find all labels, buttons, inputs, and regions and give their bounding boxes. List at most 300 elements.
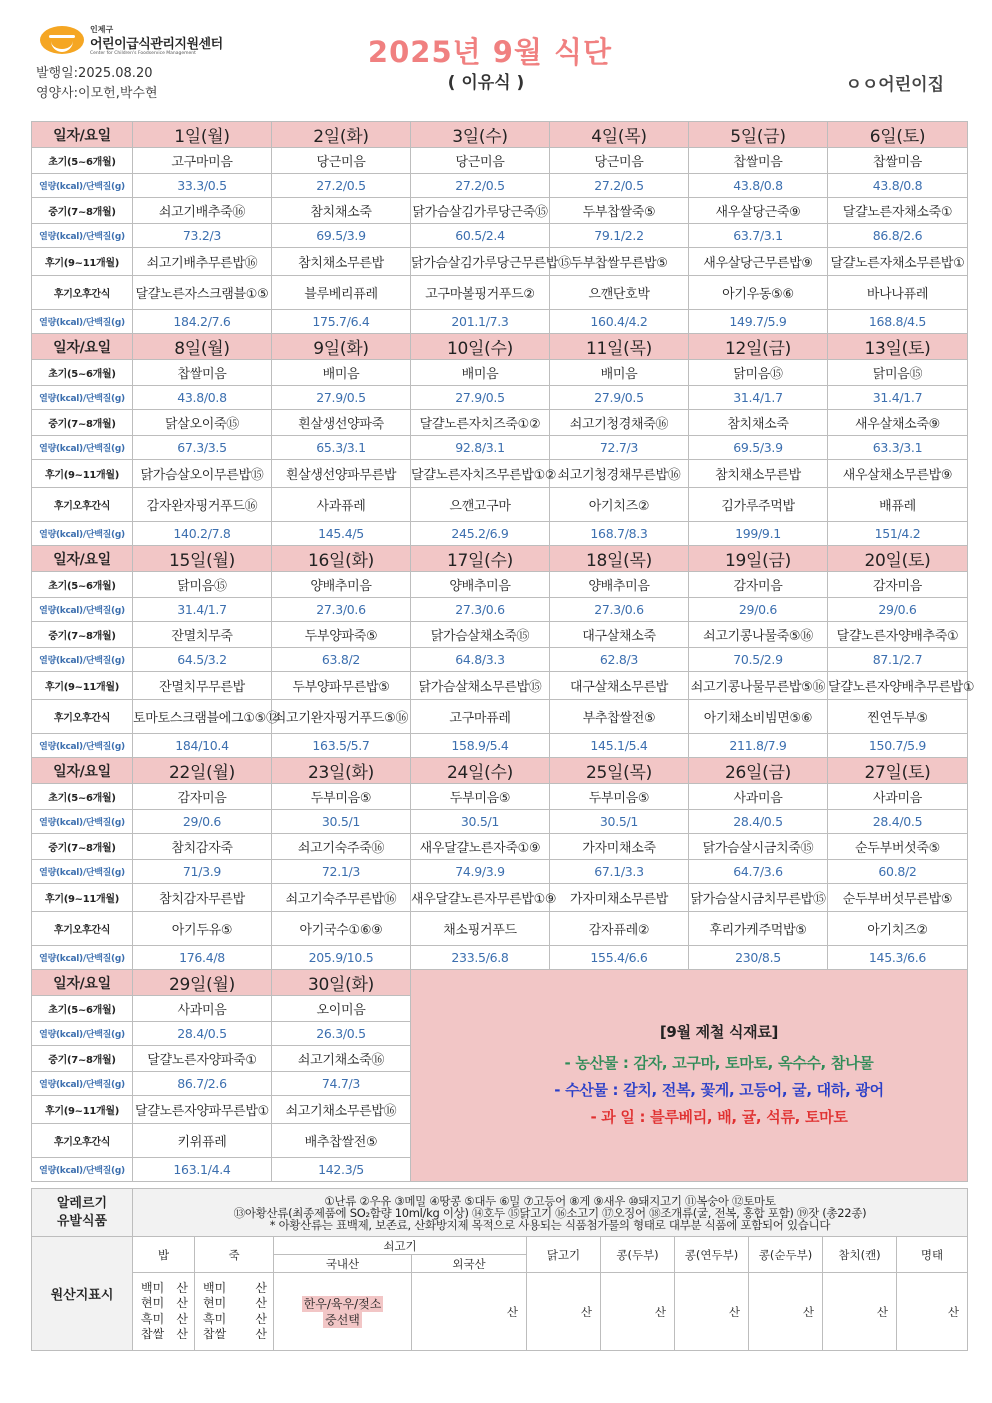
menu-cell: 60.5/2.4 xyxy=(411,224,550,248)
origin-bean-sundubu: 산 xyxy=(749,1273,823,1351)
grain-name: 흑미 xyxy=(203,1311,227,1326)
hu-row xyxy=(32,672,968,700)
menu-cell: 145.3/6.6 xyxy=(828,946,968,970)
row-label: 열량(kcal)/단백질(g) xyxy=(32,810,133,834)
menu-cell: 흰살생선양파무른밥 xyxy=(272,460,411,488)
row-label: 열량(kcal)/단백질(g) xyxy=(32,522,133,546)
date-cell: 30일(화) xyxy=(272,970,411,996)
menu-cell: 쇠고기완자핑거푸드⑤⑯ xyxy=(272,700,411,734)
menu-cell: 대구살채소무른밥 xyxy=(550,672,689,700)
menu-cell: 140.2/7.8 xyxy=(133,522,272,546)
cho-row xyxy=(32,148,968,174)
menu-cell: 27.3/0.6 xyxy=(272,598,411,622)
date-cell: 17일(수) xyxy=(411,546,550,572)
menu-cell: 달걀노른자양배추죽① xyxy=(828,622,968,648)
menu-cell: 149.7/5.9 xyxy=(689,310,828,334)
menu-cell: 당근미음 xyxy=(550,148,689,174)
hu-kcal-row xyxy=(32,734,968,758)
menu-cell: 달걀노른자스크램블①⑤ xyxy=(133,276,272,310)
menu-cell: 65.3/3.1 xyxy=(272,436,411,460)
row-label: 열량(kcal)/단백질(g) xyxy=(32,946,133,970)
origin-porridge-list xyxy=(195,1273,274,1351)
menu-cell: 160.4/4.2 xyxy=(550,310,689,334)
row-label: 후기오후간식 xyxy=(32,488,133,522)
menu-cell: 60.8/2 xyxy=(828,860,968,884)
row-label: 일자/요일 xyxy=(32,546,133,572)
date-cell: 15일(월) xyxy=(133,546,272,572)
menu-cell: 아기우동⑤⑥ xyxy=(689,276,828,310)
origin-col-bean-tofu: 콩(두부) xyxy=(601,1237,675,1273)
cho-kcal-row xyxy=(32,174,968,198)
menu-cell: 30.5/1 xyxy=(272,810,411,834)
origin-col-bean-soft: 콩(연두부) xyxy=(675,1237,749,1273)
date-row xyxy=(32,546,968,572)
menu-cell: 43.8/0.8 xyxy=(689,174,828,198)
menu-cell: 참치채소무른밥 xyxy=(272,248,411,276)
grain-item xyxy=(203,1327,273,1343)
row-label: 초기(5~6개월) xyxy=(32,572,133,598)
date-cell: 4일(목) xyxy=(550,122,689,148)
allergy-line-2: ⑬아황산류(최종제품에 SO₂함량 10ml/kg 이상) ⑭호두 ⑮닭고기 ⑯소고기 ⑰오징어 ⑱조개류(굴, 전복, 홍합 포함) ⑲잣 (총22종) xyxy=(233,1205,867,1220)
row-label: 열량(kcal)/단백질(g) xyxy=(32,1022,133,1046)
menu-cell: 33.3/0.5 xyxy=(133,174,272,198)
row-label: 일자/요일 xyxy=(32,334,133,360)
menu-cell: 배추찹쌀전⑤ xyxy=(272,1124,411,1158)
menu-cell: 67.1/3.3 xyxy=(550,860,689,884)
hu-row xyxy=(32,460,968,488)
row-label: 열량(kcal)/단백질(g) xyxy=(32,386,133,410)
menu-cell: 168.8/4.5 xyxy=(828,310,968,334)
menu-cell: 아기두유⑤ xyxy=(133,912,272,946)
menu-cell: 달걀노른자양배추무른밥① xyxy=(828,672,968,700)
date-cell: 20일(토) xyxy=(828,546,968,572)
menu-cell: 184/10.4 xyxy=(133,734,272,758)
menu-cell: 가자미채소죽 xyxy=(550,834,689,860)
menu-cell: 오이미음 xyxy=(272,996,411,1022)
menu-cell: 155.4/6.6 xyxy=(550,946,689,970)
menu-cell: 감자미음 xyxy=(828,572,968,598)
menu-cell: 64.7/3.6 xyxy=(689,860,828,884)
menu-cell: 69.5/3.9 xyxy=(272,224,411,248)
menu-cell: 184.2/7.6 xyxy=(133,310,272,334)
row-label: 후기오후간식 xyxy=(32,1124,133,1158)
menu-cell: 아기치즈② xyxy=(828,912,968,946)
jung-row xyxy=(32,834,968,860)
menu-cell: 26.3/0.5 xyxy=(272,1022,411,1046)
row-label: 열량(kcal)/단백질(g) xyxy=(32,860,133,884)
jung-kcal-row xyxy=(32,860,968,884)
origin-col-tuna: 참치(캔) xyxy=(823,1237,897,1273)
origin-table xyxy=(31,1236,968,1351)
menu-cell: 잔멸치무무른밥 xyxy=(133,672,272,700)
menu-cell: 가자미채소무른밥 xyxy=(550,884,689,912)
menu-cell: 27.2/0.5 xyxy=(550,174,689,198)
menu-cell: 사과미음 xyxy=(689,784,828,810)
menu-cell: 64.8/3.3 xyxy=(411,648,550,672)
menu-cell: 사과퓨레 xyxy=(272,488,411,522)
menu-cell: 참치채소죽 xyxy=(272,198,411,224)
menu-cell: 닭미음⑮ xyxy=(828,360,968,386)
menu-cell: 163.5/5.7 xyxy=(272,734,411,758)
date-cell: 29일(월) xyxy=(133,970,272,996)
grain-origin: 산 xyxy=(176,1296,188,1310)
hu-kcal-row xyxy=(32,522,968,546)
origin-col-beef-domestic: 국내산 xyxy=(274,1255,412,1273)
jung-kcal-row xyxy=(32,224,968,248)
menu-cell: 잔멸치무죽 xyxy=(133,622,272,648)
cho-row xyxy=(32,360,968,386)
menu-cell: 찹쌀미음 xyxy=(133,360,272,386)
menu-cell: 블루베리퓨레 xyxy=(272,276,411,310)
grain-origin: 산 xyxy=(255,1296,267,1310)
menu-cell: 30.5/1 xyxy=(411,810,550,834)
menu-cell: 63.8/2 xyxy=(272,648,411,672)
menu-cell: 74.7/3 xyxy=(272,1072,411,1096)
menu-cell: 72.1/3 xyxy=(272,860,411,884)
menu-cell: 순두부버섯죽⑤ xyxy=(828,834,968,860)
row-label: 열량(kcal)/단백질(g) xyxy=(32,734,133,758)
menu-cell: 김가루주먹밥 xyxy=(689,488,828,522)
menu-cell: 31.4/1.7 xyxy=(133,598,272,622)
date-cell: 2일(화) xyxy=(272,122,411,148)
row-label: 일자/요일 xyxy=(32,970,133,996)
hu-row xyxy=(32,248,968,276)
seasonal-agri: - 농산물 : 감자, 고구마, 토마토, 옥수수, 참나물 xyxy=(564,1053,874,1072)
menu-cell: 43.8/0.8 xyxy=(828,174,968,198)
row-label: 후기(9~11개월) xyxy=(32,884,133,912)
menu-cell: 키위퓨레 xyxy=(133,1124,272,1158)
menu-cell: 아기채소비빔면⑤⑥ xyxy=(689,700,828,734)
hu-kcal-row xyxy=(32,946,968,970)
menu-cell: 28.4/0.5 xyxy=(133,1022,272,1046)
menu-cell: 부추찹쌀전⑤ xyxy=(550,700,689,734)
menu-cell: 145.4/5 xyxy=(272,522,411,546)
page-title: 2025년 9월 식단 xyxy=(367,35,613,69)
menu-cell: 211.8/7.9 xyxy=(689,734,828,758)
menu-cell: 채소핑거푸드 xyxy=(411,912,550,946)
origin-col-chicken: 닭고기 xyxy=(527,1237,601,1273)
date-cell: 13일(토) xyxy=(828,334,968,360)
grain-item xyxy=(203,1296,273,1312)
menu-cell: 31.4/1.7 xyxy=(828,386,968,410)
menu-cell: 245.2/6.9 xyxy=(411,522,550,546)
menu-cell: 67.3/3.5 xyxy=(133,436,272,460)
menu-cell: 쇠고기배추무른밥⑯ xyxy=(133,248,272,276)
menu-cell: 고구마미음 xyxy=(133,148,272,174)
jung-row xyxy=(32,410,968,436)
menu-cell: 양배추미음 xyxy=(411,572,550,598)
menu-cell: 27.3/0.6 xyxy=(550,598,689,622)
grain-name: 찹쌀 xyxy=(141,1327,165,1341)
row-label: 초기(5~6개월) xyxy=(32,784,133,810)
row-label: 중기(7~8개월) xyxy=(32,834,133,860)
menu-cell: 74.9/3.9 xyxy=(411,860,550,884)
grain-item xyxy=(203,1281,273,1297)
origin-beef-foreign: 산 xyxy=(412,1273,527,1351)
menu-cell: 감자미음 xyxy=(689,572,828,598)
row-label: 열량(kcal)/단백질(g) xyxy=(32,436,133,460)
hu-kcal-row xyxy=(32,310,968,334)
menu-cell: 사과미음 xyxy=(133,996,272,1022)
menu-cell: 145.1/5.4 xyxy=(550,734,689,758)
menu-cell: 닭가슴살채소죽⑮ xyxy=(411,622,550,648)
cho-kcal-row xyxy=(32,598,968,622)
menu-cell: 고구마볼핑거푸드② xyxy=(411,276,550,310)
snack-row xyxy=(32,276,968,310)
origin-bean-soft: 산 xyxy=(675,1273,749,1351)
seasonal-fruit: - 과 일 : 블루베리, 배, 귤, 석류, 토마토 xyxy=(590,1107,848,1126)
row-label: 일자/요일 xyxy=(32,122,133,148)
menu-cell: 후리가케주먹밥⑤ xyxy=(689,912,828,946)
cho-row xyxy=(32,572,968,598)
menu-cell: 28.4/0.5 xyxy=(828,810,968,834)
menu-cell: 쇠고기콩나물죽⑤⑯ xyxy=(689,622,828,648)
menu-cell: 175.7/6.4 xyxy=(272,310,411,334)
menu-cell: 199/9.1 xyxy=(689,522,828,546)
menu-cell: 새우살당근무른밥⑨ xyxy=(689,248,828,276)
snack-row xyxy=(32,700,968,734)
date-row xyxy=(32,334,968,360)
date-cell: 18일(목) xyxy=(550,546,689,572)
date-cell: 22일(월) xyxy=(133,758,272,784)
menu-cell: 토마토스크램블에그①⑤⑫ xyxy=(133,700,272,734)
menu-cell: 233.5/6.8 xyxy=(411,946,550,970)
seasonal-title: [9월 제철 식재료] xyxy=(659,1022,779,1041)
allergy-list xyxy=(133,1189,968,1237)
grain-origin: 산 xyxy=(255,1280,267,1295)
menu-cell: 87.1/2.7 xyxy=(828,648,968,672)
menu-cell: 29/0.6 xyxy=(689,598,828,622)
menu-cell: 사과미음 xyxy=(828,784,968,810)
menu-cell: 배퓨레 xyxy=(828,488,968,522)
row-label: 후기(9~11개월) xyxy=(32,672,133,700)
menu-table xyxy=(31,121,975,1182)
menu-cell: 참치감자무른밥 xyxy=(133,884,272,912)
menu-cell: 양배추미음 xyxy=(550,572,689,598)
grain-name: 백미 xyxy=(141,1280,165,1295)
row-label: 후기(9~11개월) xyxy=(32,460,133,488)
menu-cell: 달걀노른자양파죽① xyxy=(133,1046,272,1072)
row-label: 열량(kcal)/단백질(g) xyxy=(32,1158,133,1182)
menu-cell: 쇠고기채소죽⑯ xyxy=(272,1046,411,1072)
date-cell: 25일(목) xyxy=(550,758,689,784)
date-cell: 9일(화) xyxy=(272,334,411,360)
menu-cell: 69.5/3.9 xyxy=(689,436,828,460)
row-label: 중기(7~8개월) xyxy=(32,198,133,224)
snack-row xyxy=(32,488,968,522)
date-cell: 5일(금) xyxy=(689,122,828,148)
allergy-label xyxy=(32,1189,133,1237)
menu-cell: 참치채소죽 xyxy=(689,410,828,436)
menu-cell: 86.7/2.6 xyxy=(133,1072,272,1096)
grain-origin: 산 xyxy=(176,1280,188,1295)
menu-cell: 닭미음⑮ xyxy=(689,360,828,386)
menu-cell: 닭살오이죽⑮ xyxy=(133,410,272,436)
date-cell: 1일(월) xyxy=(133,122,272,148)
menu-cell: 참치채소무른밥 xyxy=(689,460,828,488)
origin-rice-list xyxy=(133,1273,195,1351)
jung-row xyxy=(32,622,968,648)
row-label: 열량(kcal)/단백질(g) xyxy=(32,224,133,248)
grain-origin: 산 xyxy=(255,1327,267,1341)
origin-col-pollack: 명태 xyxy=(897,1237,968,1273)
menu-cell: 70.5/2.9 xyxy=(689,648,828,672)
date-cell: 16일(화) xyxy=(272,546,411,572)
origin-tuna: 산 xyxy=(823,1273,897,1351)
row-label: 후기오후간식 xyxy=(32,912,133,946)
menu-cell: 달걀노른자치즈죽①② xyxy=(411,410,550,436)
seasonal-ingredients-box xyxy=(411,970,968,1182)
cho-row xyxy=(32,784,968,810)
date-row xyxy=(32,970,968,996)
date-cell: 3일(수) xyxy=(411,122,550,148)
menu-cell: 27.9/0.5 xyxy=(411,386,550,410)
jung-row xyxy=(32,198,968,224)
menu-cell: 닭미음⑮ xyxy=(133,572,272,598)
menu-cell: 대구살채소죽 xyxy=(550,622,689,648)
menu-cell: 두부찹쌀무른밥⑤ xyxy=(550,248,689,276)
date-row xyxy=(32,758,968,784)
menu-cell: 73.2/3 xyxy=(133,224,272,248)
menu-cell: 205.9/10.5 xyxy=(272,946,411,970)
menu-cell: 176.4/8 xyxy=(133,946,272,970)
logo-district: 인제구 xyxy=(90,25,114,34)
menu-cell: 쇠고기청경채무른밥⑯ xyxy=(550,460,689,488)
menu-cell: 아기치즈② xyxy=(550,488,689,522)
menu-cell: 92.8/3.1 xyxy=(411,436,550,460)
menu-cell: 새우살채소무른밥⑨ xyxy=(828,460,968,488)
menu-cell: 30.5/1 xyxy=(550,810,689,834)
menu-cell: 64.5/3.2 xyxy=(133,648,272,672)
menu-cell: 158.9/5.4 xyxy=(411,734,550,758)
origin-bean-tofu: 산 xyxy=(601,1273,675,1351)
menu-cell: 29/0.6 xyxy=(828,598,968,622)
grain-origin: 산 xyxy=(255,1311,267,1326)
date-cell: 23일(화) xyxy=(272,758,411,784)
date-cell: 11일(목) xyxy=(550,334,689,360)
origin-col-porridge: 죽 xyxy=(195,1237,274,1273)
menu-cell: 두부미음⑤ xyxy=(272,784,411,810)
menu-cell: 배미음 xyxy=(550,360,689,386)
menu-cell: 순두부버섯무른밥⑤ xyxy=(828,884,968,912)
menu-cell: 으깬고구마 xyxy=(411,488,550,522)
allergy-label-2: 유발식품 xyxy=(56,1213,108,1229)
menu-cell: 71/3.9 xyxy=(133,860,272,884)
menu-cell: 31.4/1.7 xyxy=(689,386,828,410)
jung-kcal-row xyxy=(32,648,968,672)
menu-cell: 으깬단호박 xyxy=(550,276,689,310)
menu-cell: 163.1/4.4 xyxy=(133,1158,272,1182)
menu-cell: 고구마퓨레 xyxy=(411,700,550,734)
snack-row xyxy=(32,912,968,946)
row-label: 열량(kcal)/단백질(g) xyxy=(32,1072,133,1096)
menu-cell: 감자미음 xyxy=(133,784,272,810)
date-cell: 8일(월) xyxy=(133,334,272,360)
origin-pollack: 산 xyxy=(897,1273,968,1351)
date-cell: 12일(금) xyxy=(689,334,828,360)
grain-item xyxy=(141,1312,194,1328)
origin-col-beef: 쇠고기 xyxy=(274,1237,527,1255)
menu-cell: 두부미음⑤ xyxy=(550,784,689,810)
menu-cell: 27.9/0.5 xyxy=(550,386,689,410)
grain-item xyxy=(141,1327,194,1343)
menu-cell: 두부찹쌀죽⑤ xyxy=(550,198,689,224)
origin-col-rice: 밥 xyxy=(133,1237,195,1273)
issue-date: 발행일:2025.08.20 xyxy=(36,66,153,81)
row-label: 후기(9~11개월) xyxy=(32,1096,133,1124)
grain-name: 백미 xyxy=(203,1280,227,1295)
menu-cell: 달걀노른자치즈무른밥①② xyxy=(411,460,550,488)
logo-english: Center for Children's Foodservice Management xyxy=(90,51,196,56)
nutritionist: 영양사:이모헌,박수현 xyxy=(36,86,158,101)
menu-cell: 쇠고기숙주무른밥⑯ xyxy=(272,884,411,912)
row-label: 중기(7~8개월) xyxy=(32,410,133,436)
seasonal-seafood: - 수산물 : 갈치, 전복, 꽃게, 고등어, 굴, 대하, 광어 xyxy=(554,1080,884,1099)
date-cell: 27일(토) xyxy=(828,758,968,784)
daycare-name: ㅇㅇ어린이집 xyxy=(845,75,944,95)
row-label: 열량(kcal)/단백질(g) xyxy=(32,310,133,334)
menu-cell: 달걀노른자양파무른밥① xyxy=(133,1096,272,1124)
menu-cell: 168.7/8.3 xyxy=(550,522,689,546)
row-label: 열량(kcal)/단백질(g) xyxy=(32,648,133,672)
allergy-label-1: 알레르기 xyxy=(56,1195,108,1211)
menu-cell: 62.8/3 xyxy=(550,648,689,672)
menu-cell: 닭가슴살채소무른밥⑮ xyxy=(411,672,550,700)
row-label: 초기(5~6개월) xyxy=(32,996,133,1022)
cho-kcal-row xyxy=(32,810,968,834)
page-subtitle: ( 이유식 ) xyxy=(447,73,525,93)
origin-col-bean-sundubu: 콩(순두부) xyxy=(749,1237,823,1273)
jung-kcal-row xyxy=(32,436,968,460)
beef-domestic-value-2: 중선택 xyxy=(325,1312,360,1327)
menu-cell: 28.4/0.5 xyxy=(689,810,828,834)
menu-cell: 달걀노른자채소무른밥① xyxy=(828,248,968,276)
menu-cell: 27.3/0.6 xyxy=(411,598,550,622)
menu-cell: 닭가슴살시금치죽⑮ xyxy=(689,834,828,860)
date-cell: 26일(금) xyxy=(689,758,828,784)
menu-cell: 쇠고기청경채죽⑯ xyxy=(550,410,689,436)
menu-cell: 86.8/2.6 xyxy=(828,224,968,248)
grain-name: 흑미 xyxy=(141,1311,165,1326)
origin-beef-domestic xyxy=(274,1273,412,1351)
row-label: 초기(5~6개월) xyxy=(32,148,133,174)
date-cell: 24일(수) xyxy=(411,758,550,784)
menu-cell: 쇠고기배추죽⑯ xyxy=(133,198,272,224)
menu-cell: 63.7/3.1 xyxy=(689,224,828,248)
menu-cell: 쇠고기숙주죽⑯ xyxy=(272,834,411,860)
menu-cell: 닭가슴살오이무른밥⑮ xyxy=(133,460,272,488)
allergy-table xyxy=(31,1188,968,1237)
menu-cell: 43.8/0.8 xyxy=(133,386,272,410)
row-label: 후기오후간식 xyxy=(32,276,133,310)
menu-cell: 27.9/0.5 xyxy=(272,386,411,410)
logo-name: 어린이급식관리지원센터 xyxy=(90,37,223,52)
date-cell: 10일(수) xyxy=(411,334,550,360)
menu-cell: 두부미음⑤ xyxy=(411,784,550,810)
menu-cell: 27.2/0.5 xyxy=(411,174,550,198)
beef-domestic-value: 한우/육우/젖소 xyxy=(303,1296,382,1311)
row-label: 열량(kcal)/단백질(g) xyxy=(32,598,133,622)
menu-cell: 쇠고기콩나물무른밥⑤⑯ xyxy=(689,672,828,700)
menu-cell: 230/8.5 xyxy=(689,946,828,970)
menu-cell: 배미음 xyxy=(272,360,411,386)
menu-cell: 흰살생선양파죽 xyxy=(272,410,411,436)
menu-cell: 양배추미음 xyxy=(272,572,411,598)
grain-item xyxy=(141,1296,194,1312)
grain-item xyxy=(203,1312,273,1328)
row-label: 후기오후간식 xyxy=(32,700,133,734)
menu-cell: 닭가슴살김가루당근무른밥⑮ xyxy=(411,248,550,276)
